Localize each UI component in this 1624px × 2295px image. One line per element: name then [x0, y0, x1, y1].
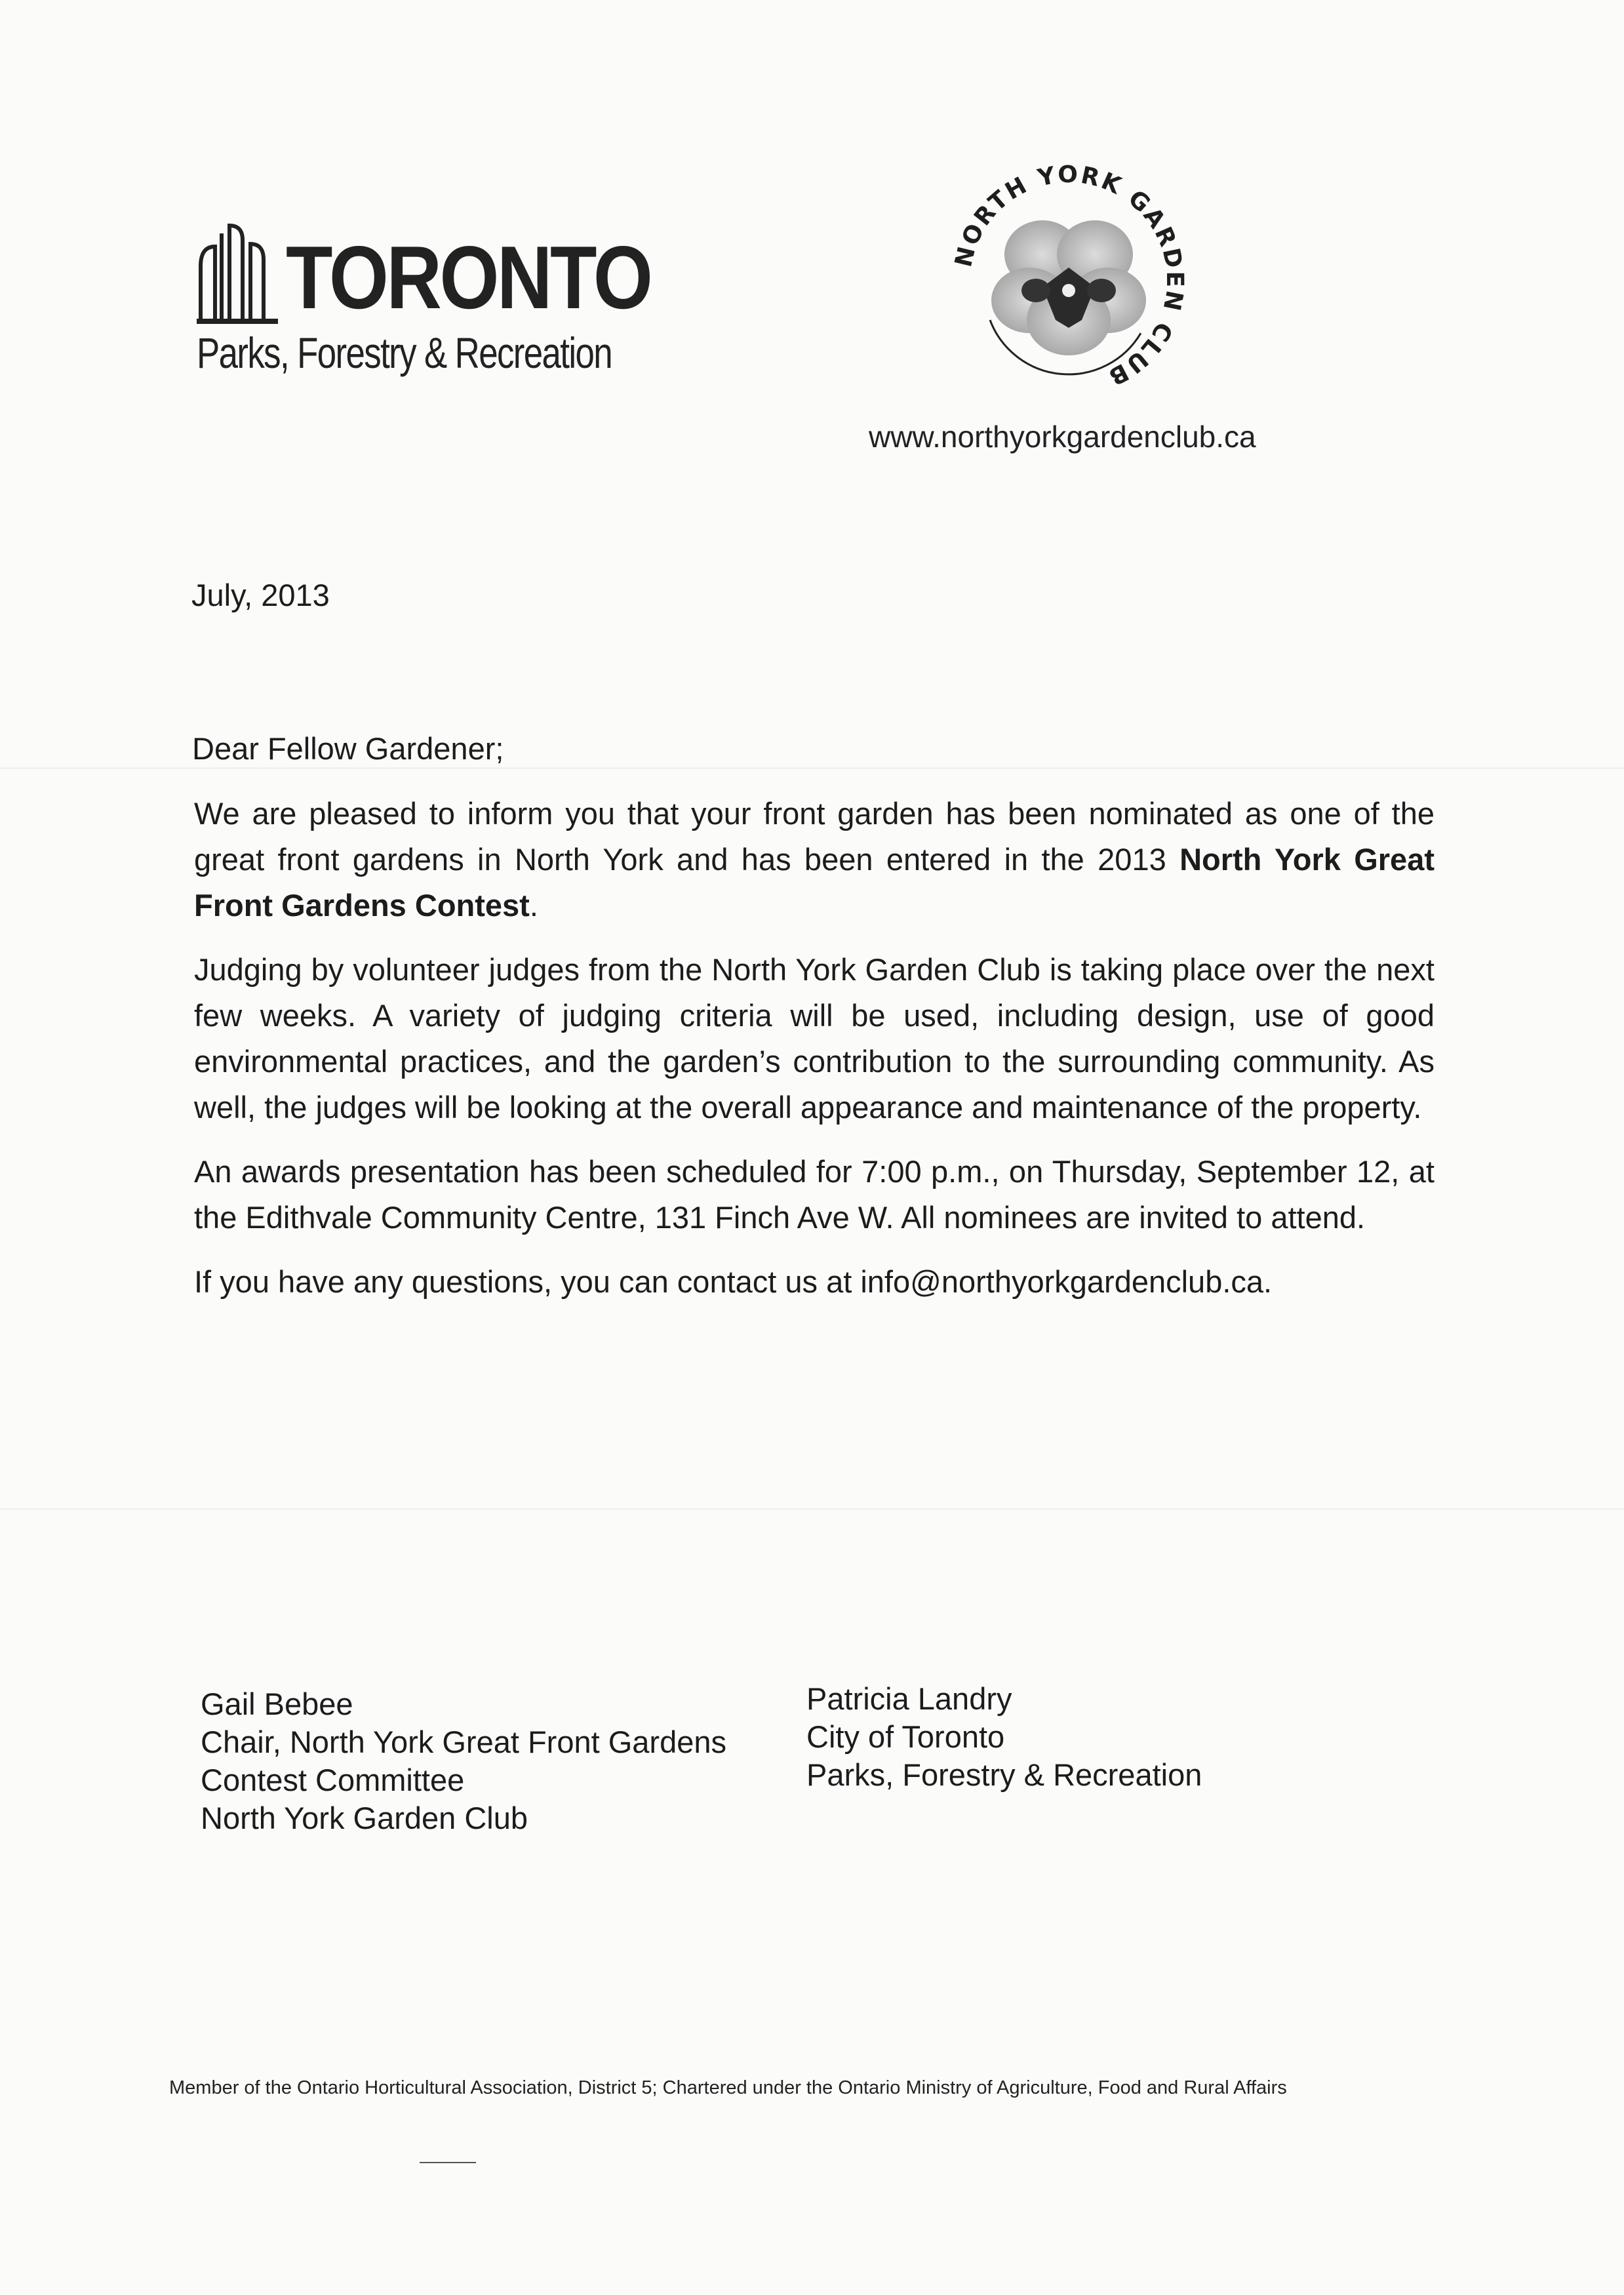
- salutation: Dear Fellow Gardener;: [192, 731, 504, 766]
- paragraph-awards: An awards presentation has been scheduled for 7:00 p.m., on Thursday, September 12, at the Edithvale Community Centre, 131 Finch Ave W. All nominees are invited to attend.: [194, 1154, 1435, 1235]
- svg-text:NORTH YORK GARDEN CLUB: NORTH YORK GARDEN CLUB: [950, 161, 1189, 391]
- pansy-flower-icon: [991, 220, 1146, 355]
- paragraph-nomination-end: .: [529, 888, 538, 923]
- toronto-department-name: Parks, Forestry & Recreation: [197, 329, 612, 377]
- city-hall-icon: [195, 220, 287, 325]
- footer-divider: [420, 2162, 476, 2163]
- paragraph-contact: If you have any questions, you can contact us at info@northyorkgardenclub.ca.: [194, 1264, 1273, 1299]
- garden-club-seal: [944, 156, 1193, 405]
- paper-fold-line: [0, 1508, 1624, 1510]
- membership-footer: Member of the Ontario Horticultural Association, District 5; Chartered under the Ontario Ministry of Agriculture, Food and Rural Affairs: [169, 2077, 1287, 2098]
- paragraph-nomination-text: We are pleased to inform you that your front garden has been nominated as one of the great front gardens in North York and has been entered in the 2013: [194, 796, 1435, 877]
- letter-body: [194, 791, 1435, 1323]
- club-website: www.northyorkgardenclub.ca: [869, 420, 1256, 454]
- contest-name: North York Great Front Gardens Contest: [194, 842, 1435, 923]
- paragraph-nomination: [194, 791, 1435, 928]
- signatory-title: Chair, North York Great Front Gardens: [201, 1725, 726, 1759]
- signatory-department: Parks, Forestry & Recreation: [806, 1757, 1202, 1792]
- toronto-logo: [195, 216, 651, 387]
- signatory-patricia-landry: [806, 1680, 1202, 1794]
- paper-fold-line: [0, 767, 1624, 769]
- signatory-title: Contest Committee: [201, 1763, 465, 1797]
- signatory-name: Patricia Landry: [806, 1681, 1012, 1716]
- paragraph-judging: Judging by volunteer judges from the North York Garden Club is taking place over the next few weeks. A variety of judging criteria will be used, including design, use of good environmental practices, and the garden’s contribution to the surrounding community. As well, the judges will be looking at the overall appearance and maintenance of the property.: [194, 952, 1435, 1125]
- signatory-gail-bebee: [201, 1685, 726, 1837]
- signatory-organization: North York Garden Club: [201, 1801, 528, 1835]
- letter-date: July, 2013: [191, 578, 330, 612]
- signatory-organization: City of Toronto: [806, 1719, 1005, 1754]
- signatory-name: Gail Bebee: [201, 1686, 353, 1721]
- toronto-wordmark: TORONTO: [286, 228, 651, 327]
